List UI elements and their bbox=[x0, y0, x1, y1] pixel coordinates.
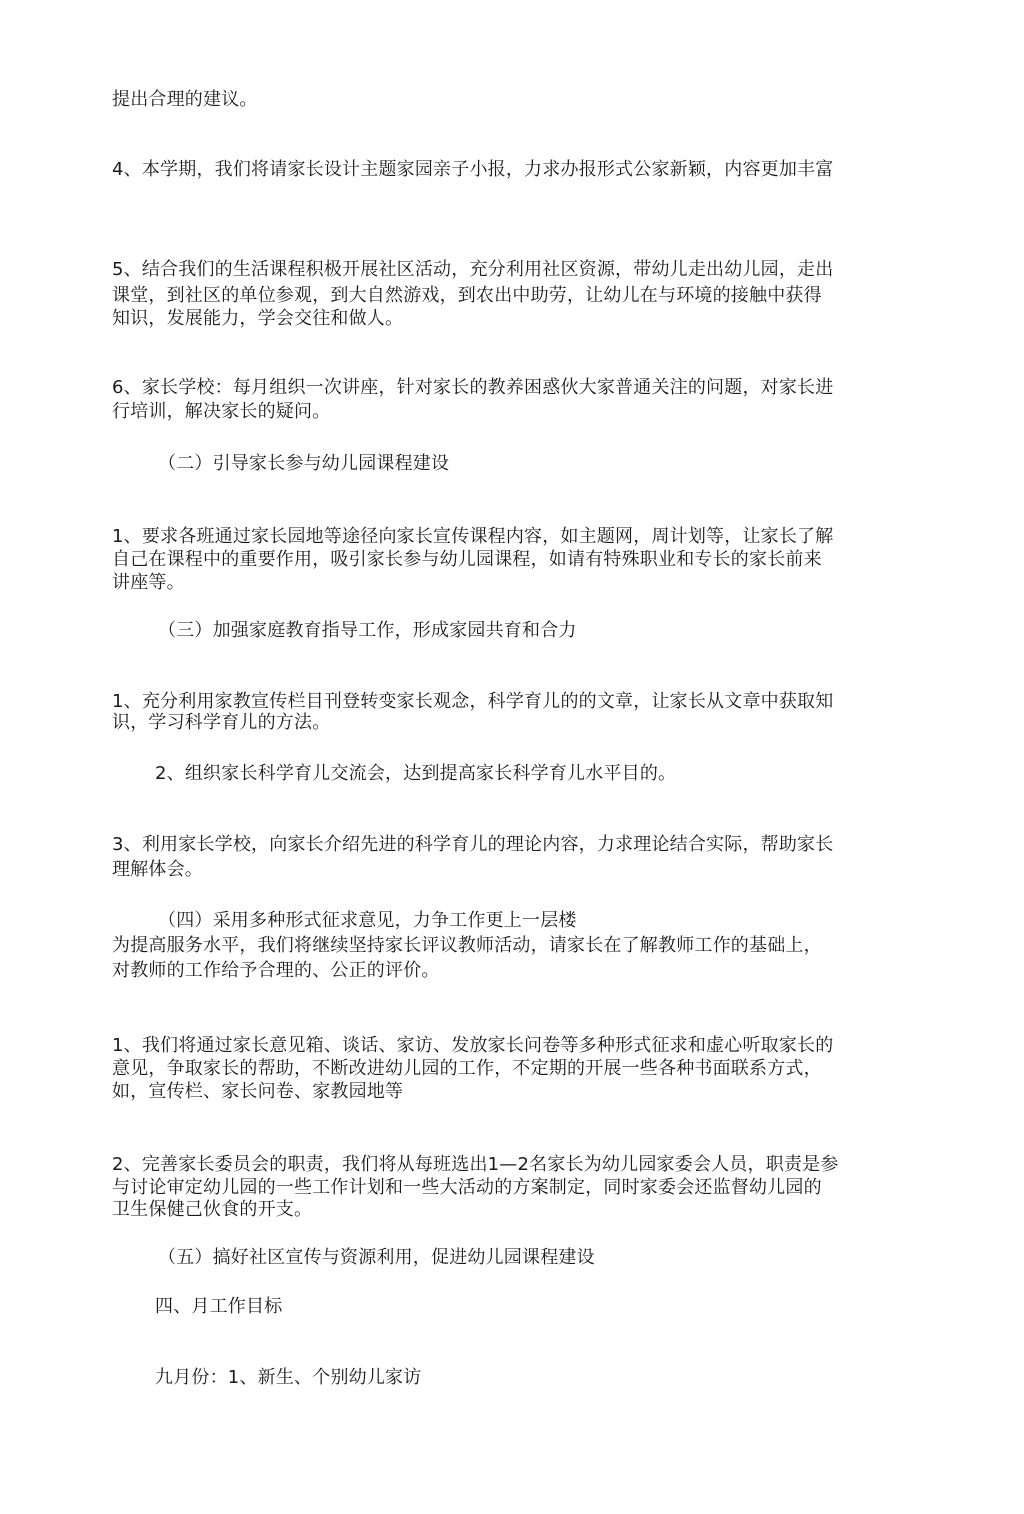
section-heading: 四、月工作目标 bbox=[155, 1296, 283, 1317]
text-line: 1、我们将通过家长意见箱、谈话、家访、发放家长问卷等多种形式征求和虚心听取家长的 bbox=[112, 1035, 834, 1056]
text-line: 与讨论审定幼儿园的一些工作计划和一些大活动的方案制定，同时家委会还监督幼儿园的 bbox=[112, 1177, 822, 1198]
text-line: 自己在课程中的重要作用，吸引家长参与幼儿园课程，如请有特殊职业和专长的家长前来 bbox=[112, 549, 822, 570]
text-line: 4、本学期，我们将请家长设计主题家园亲子小报，力求办报形式公家新颖，内容更加丰富 bbox=[112, 159, 834, 180]
text-line: 知识，发展能力，学会交往和做人。 bbox=[112, 308, 404, 329]
text-line: 1、要求各班通过家长园地等途径向家长宣传课程内容，如主题网，周计划等，让家长了解 bbox=[112, 526, 834, 547]
section-heading: （二）引导家长参与幼儿园课程建设 bbox=[158, 453, 450, 474]
text-line: 提出合理的建议。 bbox=[112, 89, 258, 110]
text-line: 理解体会。 bbox=[112, 859, 203, 880]
section-heading: （五）搞好社区宣传与资源利用，促进幼儿园课程建设 bbox=[158, 1247, 595, 1268]
text-line: 卫生保健己伙食的开支。 bbox=[112, 1199, 313, 1220]
text-line: 5、结合我们的生活课程积极开展社区活动，充分利用社区资源，带幼儿走出幼儿园，走出 bbox=[112, 259, 834, 280]
text-line: 1、充分利用家教宣传栏目刊登转变家长观念，科学育儿的的文章，让家长从文章中获取知 bbox=[112, 691, 834, 712]
text-line: 行培训，解决家长的疑问。 bbox=[112, 401, 331, 422]
text-line: 识，学习科学育儿的方法。 bbox=[112, 712, 331, 733]
text-line: 如，宣传栏、家长问卷、家教园地等 bbox=[112, 1081, 404, 1102]
section-heading: （四）采用多种形式征求意见，力争工作更上一层楼 bbox=[158, 910, 577, 931]
text-line: 2、组织家长科学育儿交流会，达到提高家长科学育儿水平目的。 bbox=[155, 763, 677, 784]
text-line: 九月份：1、新生、个别幼儿家访 bbox=[155, 1367, 422, 1388]
text-line: 为提高服务水平，我们将继续坚持家长评议教师活动，请家长在了解教师工作的基础上， bbox=[112, 935, 822, 956]
text-line: 3、利用家长学校，向家长介绍先进的科学育儿的理论内容，力求理论结合实际，帮助家长 bbox=[112, 834, 834, 855]
text-line: 6、家长学校：每月组织一次讲座，针对家长的教养困惑伙大家普通关注的问题，对家长进 bbox=[112, 377, 834, 398]
text-line: 课堂，到社区的单位参观，到大自然游戏，到农出中助劳，让幼儿在与环境的接触中获得 bbox=[112, 285, 822, 306]
section-heading: （三）加强家庭教育指导工作，形成家园共育和合力 bbox=[158, 620, 577, 641]
text-line: 对教师的工作给予合理的、公正的评价。 bbox=[112, 960, 440, 981]
text-line: 意见，争取家长的帮助，不断改进幼儿园的工作，不定期的开展一些各种书面联系方式， bbox=[112, 1058, 822, 1079]
text-line: 2、完善家长委员会的职责，我们将从每班选出1—2名家长为幼儿园家委会人员，职责是参 bbox=[112, 1154, 839, 1175]
text-line: 讲座等。 bbox=[112, 572, 185, 593]
